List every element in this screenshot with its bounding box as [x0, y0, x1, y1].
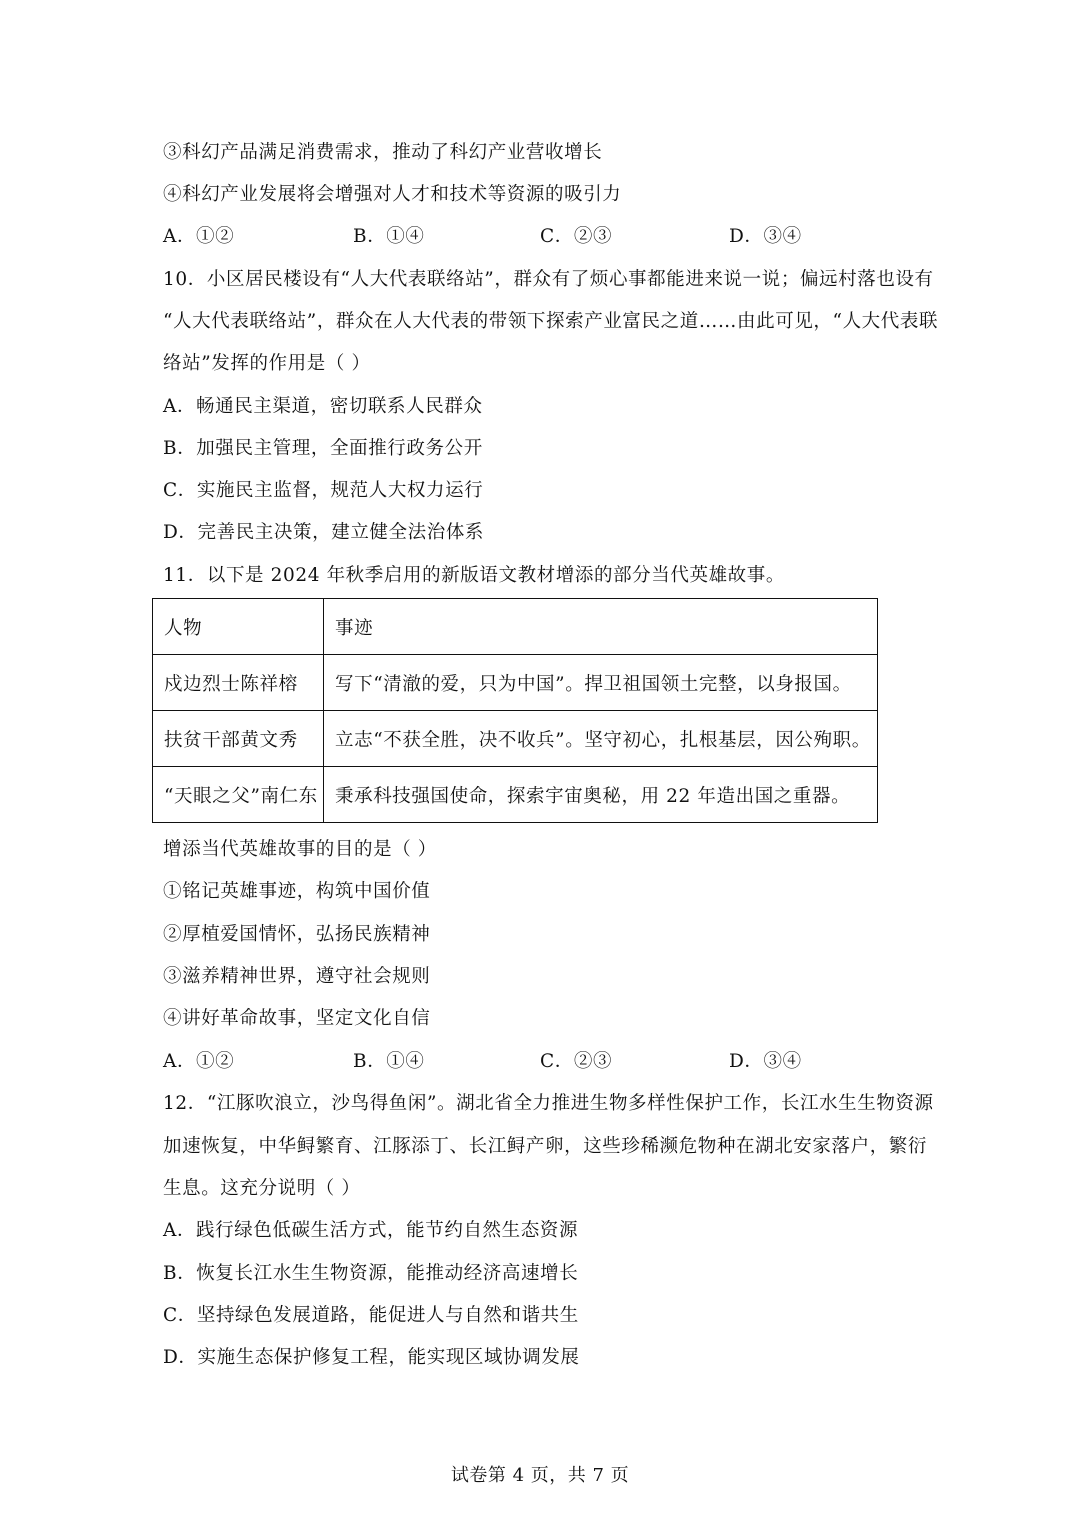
q11-question: 增添当代英雄故事的目的是（ ） — [163, 839, 437, 860]
q11-statement-1: ①铭记英雄事迹，构筑中国价值 — [163, 881, 431, 902]
q9-option-b[interactable]: B．①④ — [353, 226, 425, 247]
q12-stem-line-1: 12．“江豚吹浪立，沙鸟得鱼闲”。湖北省全力推进生物多样性保护工作，长江水生生物资源 — [163, 1093, 934, 1114]
table-header-row — [153, 599, 878, 655]
q10-stem-line-2: “人大代表联络站”，群众在人大代表的带领下探索产业富民之道……由此可见，“人大代表联 — [163, 311, 939, 332]
table-cell-deeds: 写下“清澈的爱，只为中国”。捍卫祖国领土完整，以身报国。 — [324, 655, 878, 711]
q12-option-d[interactable]: D．实施生态保护修复工程，能实现区域协调发展 — [163, 1347, 580, 1368]
q9-option-c[interactable]: C．②③ — [540, 226, 613, 247]
table-row — [153, 711, 878, 767]
q11-intro: 11．以下是 2024 年秋季启用的新版语文教材增添的部分当代英雄故事。 — [163, 565, 785, 586]
table-header-deeds: 事迹 — [324, 599, 878, 655]
q10-stem-line-1: 10．小区居民楼设有“人大代表联络站”，群众有了烦心事都能进来说一说；偏远村落也设有 — [163, 269, 934, 290]
q10-option-c[interactable]: C．实施民主监督，规范人大权力运行 — [163, 480, 484, 501]
q11-statement-2: ②厚植爱国情怀，弘扬民族精神 — [163, 924, 431, 945]
q11-option-d[interactable]: D．③④ — [729, 1051, 802, 1072]
q9-statement-3: ③科幻产品满足消费需求，推动了科幻产业营收增长 — [163, 142, 603, 163]
q10-option-a[interactable]: A．畅通民主渠道，密切联系人民群众 — [163, 396, 483, 417]
q11-options — [163, 1049, 863, 1075]
q10-option-d[interactable]: D．完善民主决策，建立健全法治体系 — [163, 522, 485, 543]
table-cell-person: 扶贫干部黄文秀 — [153, 711, 324, 767]
q11-option-b[interactable]: B．①④ — [353, 1051, 425, 1072]
table-cell-deeds: 立志“不获全胜，决不收兵”。坚守初心，扎根基层，因公殉职。 — [324, 711, 878, 767]
q11-option-a[interactable]: A．①② — [163, 1051, 235, 1072]
q12-option-b[interactable]: B．恢复长江水生生物资源，能推动经济高速增长 — [163, 1263, 579, 1284]
q10-option-b[interactable]: B．加强民主管理，全面推行政务公开 — [163, 438, 483, 459]
q12-stem-line-2: 加速恢复，中华鲟繁育、江豚添丁、长江鲟产卵，这些珍稀濒危物种在湖北安家落户，繁衍 — [163, 1136, 928, 1157]
q12-option-c[interactable]: C．坚持绿色发展道路，能促进人与自然和谐共生 — [163, 1305, 579, 1326]
q12-option-a[interactable]: A．践行绿色低碳生活方式，能节约自然生态资源 — [163, 1220, 579, 1241]
table-cell-person: “天眼之父”南仁东 — [153, 767, 324, 823]
table-cell-deeds: 秉承科技强国使命，探索宇宙奥秘，用 22 年造出国之重器。 — [324, 767, 878, 823]
table-header-person: 人物 — [153, 599, 324, 655]
q9-options — [163, 224, 863, 250]
q9-option-a[interactable]: A．①② — [163, 226, 235, 247]
q11-option-c[interactable]: C．②③ — [540, 1051, 613, 1072]
page-footer: 试卷第 4 页，共 7 页 — [450, 1465, 630, 1486]
heroes-table — [152, 598, 878, 823]
table-cell-person: 戍边烈士陈祥榕 — [153, 655, 324, 711]
table-row — [153, 655, 878, 711]
q10-stem-line-3: 络站”发挥的作用是（ ） — [163, 353, 371, 374]
q12-stem-line-3: 生息。这充分说明（ ） — [163, 1178, 361, 1199]
q9-statement-4: ④科幻产业发展将会增强对人才和技术等资源的吸引力 — [163, 184, 622, 205]
table-row — [153, 767, 878, 823]
q11-statement-3: ③滋养精神世界，遵守社会规则 — [163, 966, 431, 987]
q11-statement-4: ④讲好革命故事，坚定文化自信 — [163, 1008, 431, 1029]
q9-option-d[interactable]: D．③④ — [729, 226, 802, 247]
